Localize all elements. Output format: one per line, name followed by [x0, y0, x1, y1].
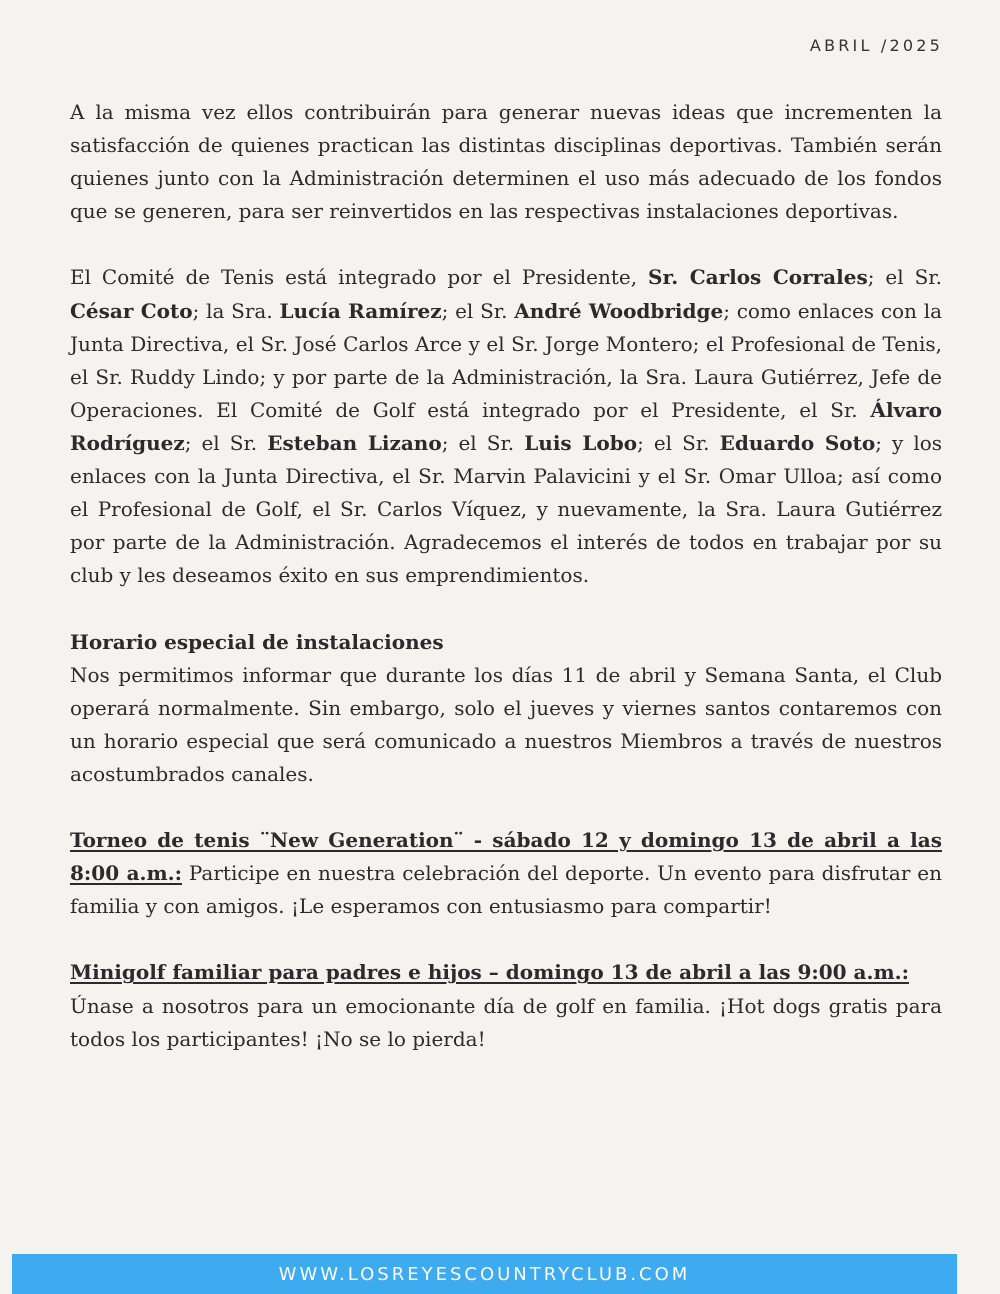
committees-text-5: ; como enlaces con la Junta Directiva, el Sr. José Carlos Arce y el Sr. Jorge Montero; el Profesional de Tenis, el Sr. Ruddy Lindo; y por parte de la Administración, la Sra. Laura Gutiérrez, Jefe de Operaciones. El Comité de Golf está integrado por el Presidente, el Sr.	[70, 298, 943, 422]
paragraph-committees	[70, 261, 942, 592]
committees-text-6: ; el Sr.	[184, 430, 268, 455]
committees-text-2: ; el Sr.	[867, 265, 942, 290]
header-date: ABRIL /2025	[809, 36, 943, 55]
event-minigolf-text: Únase a nosotros para un emocionante día de golf en familia. ¡Hot dogs gratis para todos los participantes! ¡No se lo pierda!	[70, 993, 942, 1051]
section-heading-horario: Horario especial de instalaciones	[70, 629, 444, 654]
event-tenis-title: Torneo de tenis ¨New Generation¨ - sábado 12 y domingo 13 de abril a las 8:00 a.m.:	[70, 828, 942, 886]
committees-text-4: ; el Sr.	[441, 298, 515, 323]
name-cesar-coto: César Coto	[70, 298, 193, 323]
name-alvaro-rodriguez: Álvaro Rodríguez	[70, 397, 942, 455]
committees-text-1: El Comité de Tenis está integrado por el Presidente,	[70, 265, 649, 290]
name-lucia-ramirez: Lucía Ramírez	[279, 298, 442, 323]
event-tenis-text: Participe en nuestra celebración del deporte. Un evento para disfrutar en familia y con amigos. ¡Le esperamos con entusiasmo para compartir!	[70, 861, 942, 919]
committees-text-7: ; el Sr.	[441, 430, 525, 455]
document-body	[70, 96, 942, 1089]
event-tenis	[70, 824, 942, 923]
paragraph-intro: A la misma vez ellos contribuirán para generar nuevas ideas que incrementen la satisfacción de quienes practican las distintas disciplinas deportivas. También serán quienes junto con la Administración determinen el uso más adecuado de los fondos que se generen, para ser reinvertidos en las respectivas instalaciones deportivas.	[70, 100, 942, 224]
committees-text-3: ; la Sra.	[192, 298, 280, 323]
name-eduardo-soto: Eduardo Soto	[719, 430, 876, 455]
name-carlos-corrales: Sr. Carlos Corrales	[648, 265, 868, 290]
footer-bar	[12, 1254, 957, 1294]
paragraph-horario: Nos permitimos informar que durante los días 11 de abril y Semana Santa, el Club operará normalmente. Sin embargo, solo el jueves y viernes santos contaremos con un horario especial que será comunicado a nuestros Miembros a través de nuestros acostumbrados canales.	[70, 662, 942, 786]
event-minigolf-title: Minigolf familiar para padres e hijos – domingo 13 de abril a las 9:00 a.m.:	[70, 960, 909, 985]
committees-text-9: ; y los enlaces con la Junta Directiva, el Sr. Marvin Palavicini y el Sr. Omar Ulloa; así como el Profesional de Golf, el Sr. Carlos Víquez, y nuevamente, la Sra. Laura Gutiérrez por parte de la Administración. Agradecemos el interés de todos en trabajar por su club y les deseamos éxito en sus emprendimientos.	[70, 430, 943, 588]
name-esteban-lizano: Esteban Lizano	[267, 430, 442, 455]
name-andre-woodbridge: André Woodbridge	[514, 298, 724, 323]
website-link[interactable]: WWW.LOSREYESCOUNTRYCLUB.COM	[278, 1263, 691, 1285]
committees-text-8: ; el Sr.	[637, 430, 720, 455]
event-minigolf	[70, 956, 942, 1055]
name-luis-lobo: Luis Lobo	[524, 430, 638, 455]
